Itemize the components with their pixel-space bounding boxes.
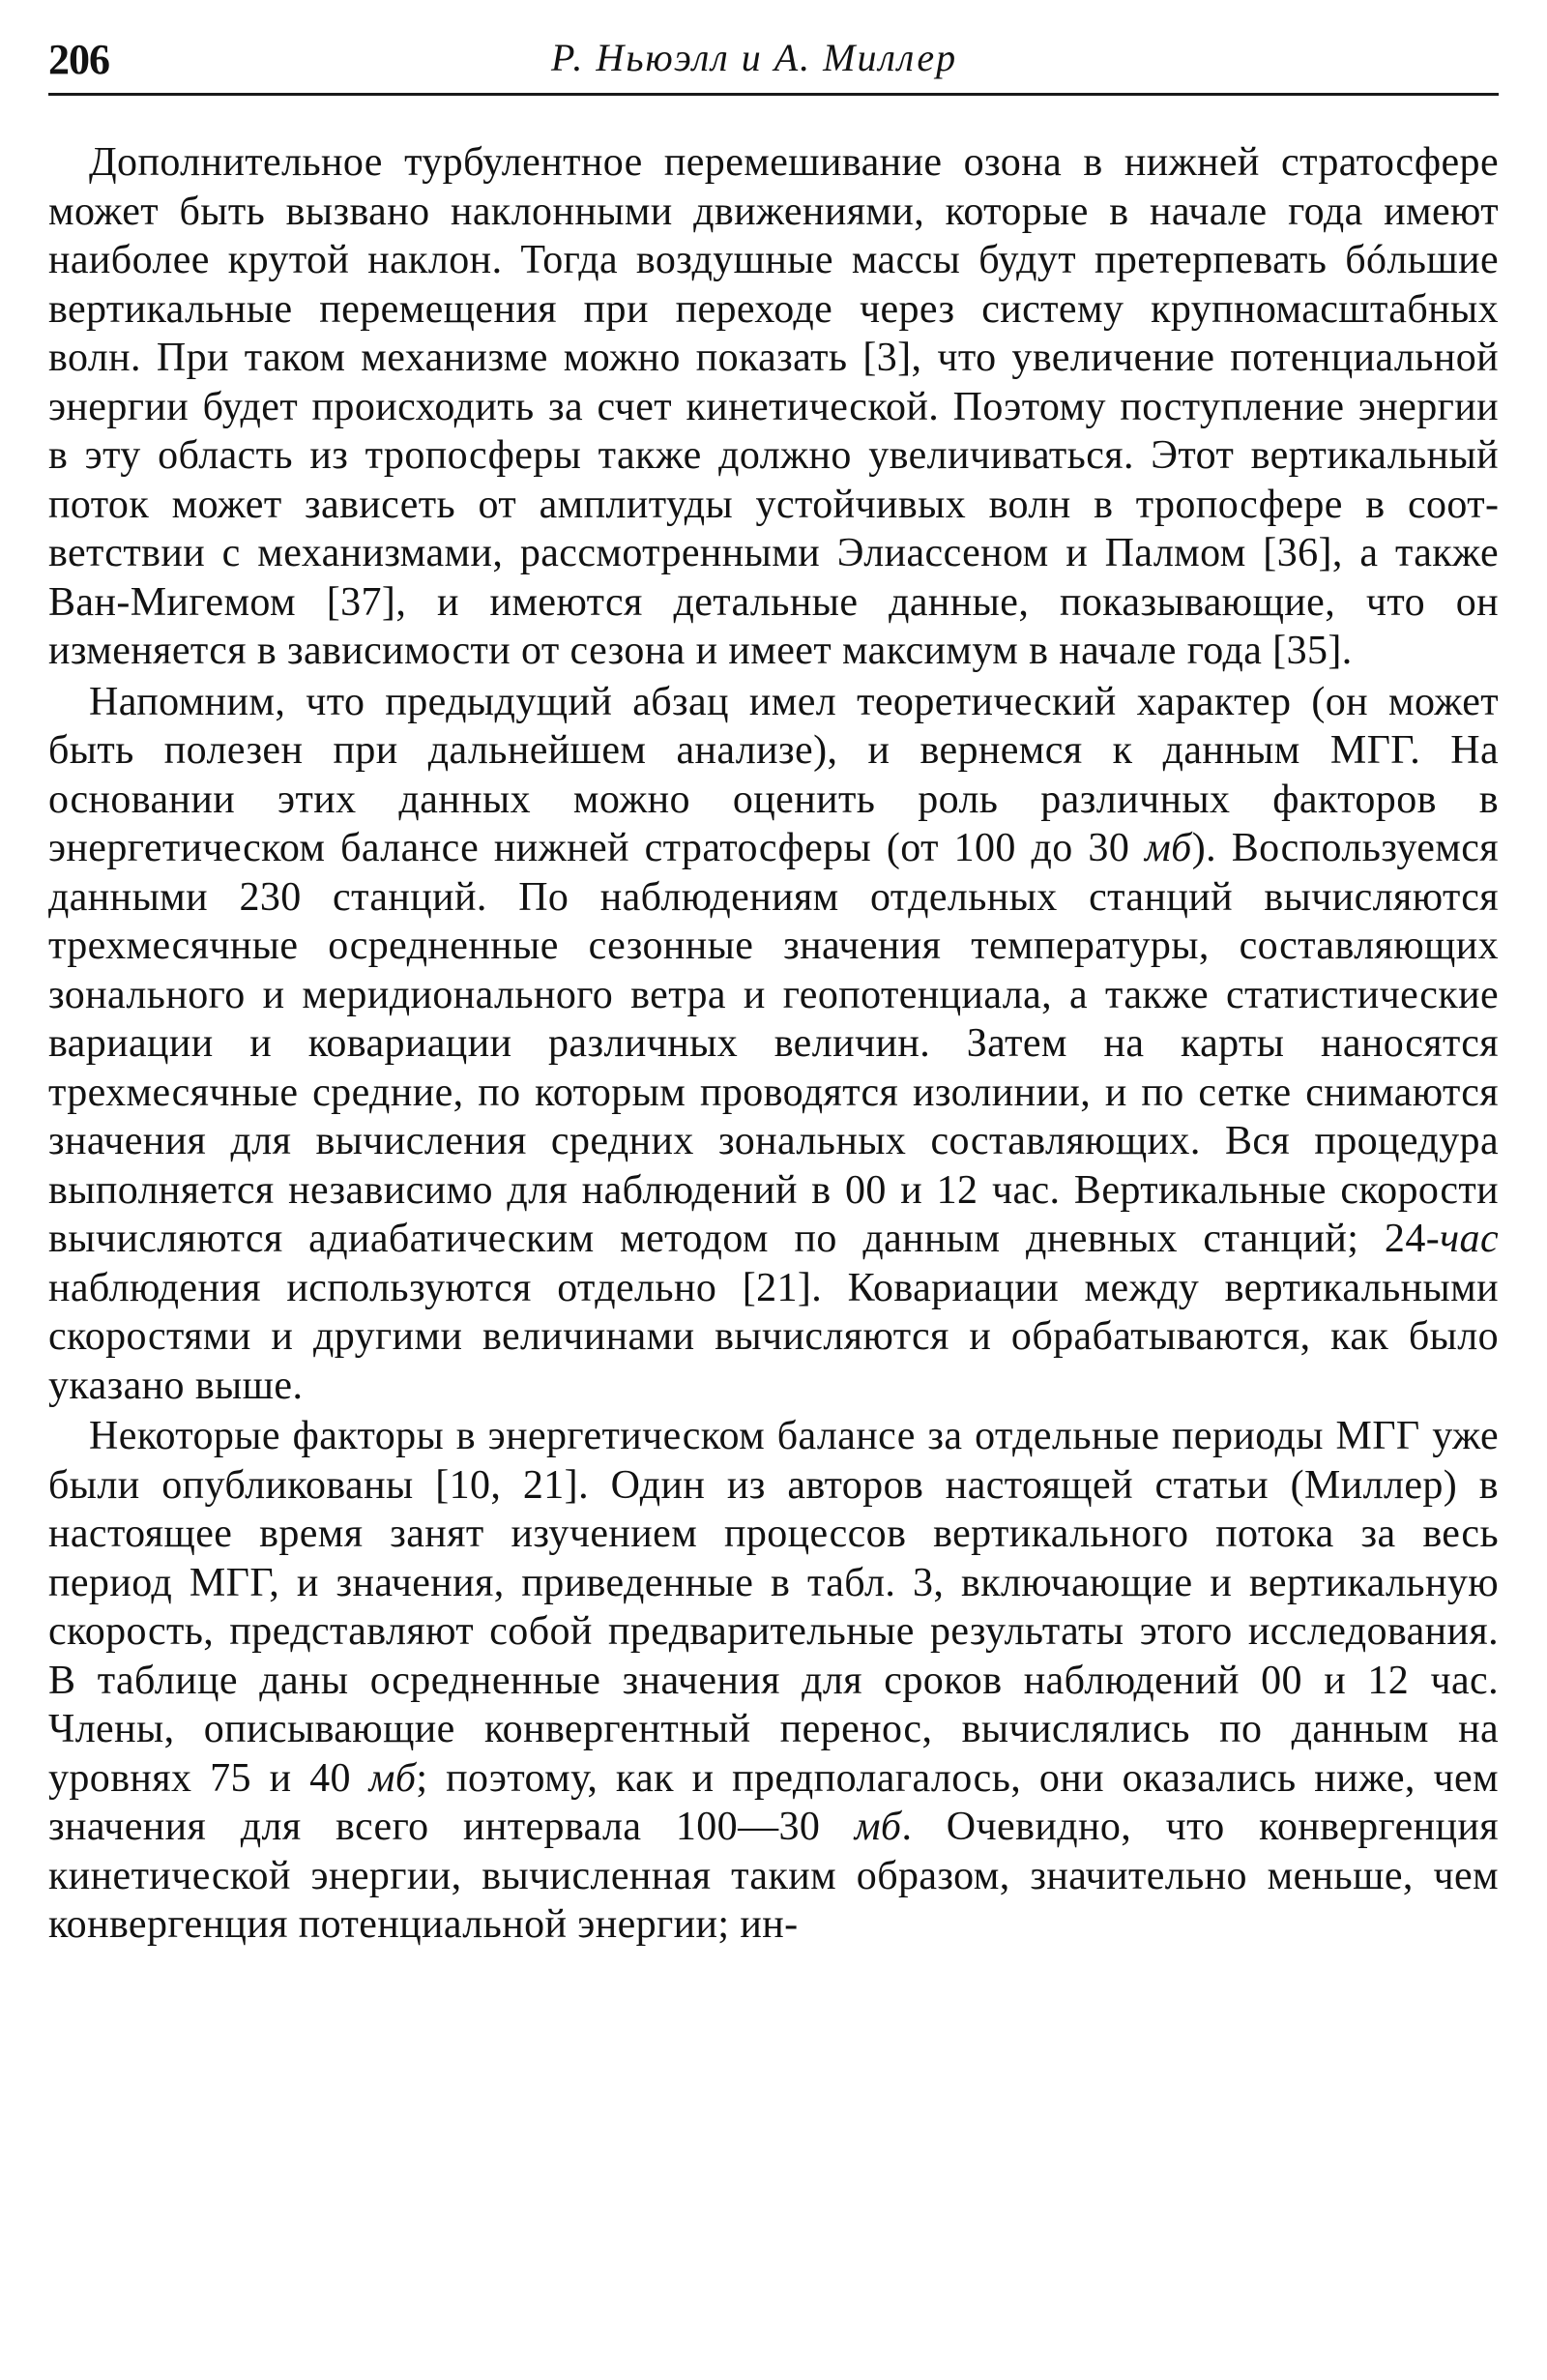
paragraph-2-text-b: ). Воспользуемся данными 230 станций. По наблюдениям отдельных станций вычисляются трехмесячные осредненные сезонные значения температуры, составляющих зонального и меридионального ветра и геопотенциала, а также статистические вариации и ковариации различных величин. Затем на карты наносятся трехмесячные средние, по которым проводятся изолинии, и по сетке снимаются значения для вычисления средних зональных составляющих. Вся процедура выполняется независимо для наблюдений в 00 и 12 час. Вертикальные скорости вычисляются адиабатическим методом по данным дневных станций; 24-: [48, 826, 1499, 1261]
paragraph-3-text-c: . Очевидно, что конвергенция кинетической энергии, вычисленная таким образом, значительно меньше, чем конвергенция потенциальной энергии; ин-: [48, 1805, 1499, 1947]
paragraph-2: [48, 678, 1499, 1411]
unit-mb: мб: [854, 1805, 902, 1849]
unit-mb: мб: [368, 1755, 417, 1801]
running-title: Р. Ньюэлл и А. Миллер: [551, 36, 958, 79]
paragraph-1-text: Дополнительное турбулентное перемешивание озона в нижней стратосфере может быть вызвано наклонными движениями, которые в начале года имеют наиболее крутой наклон. Тогда воздушные массы будут претерпевать бóльшие вертикальные перемещения при переходе через систему крупномасштабных волн. При таком механизме можно показать [3], что увеличение потенциальной энергии будет происходить за счет кинетической. Поэтому поступление энергии в эту область из тропосферы также должно увеличиваться. Этот вертикальный поток может зависеть от амплитуды устойчивых волн в тропосфере в соответствии с механизмами, рассмотренными Элиассеном и Палмом [36], а также Ван-Мигемом [37], и имеются детальные данные, показывающие, что он изменяется в зависимости от сезона и имеет максимум в начале года [35].: [48, 140, 1499, 673]
paragraph-3: [48, 1412, 1499, 1950]
paragraph-3-text-b: ; поэтому, как и предполагалось, они оказались ниже, чем значения для всего интервала 100—30: [48, 1755, 1499, 1849]
paragraph-1: [48, 138, 1499, 676]
paragraph-2-text-a: Напомним, что предыдущий абзац имел теоретический характер (он может быть полезен при дальнейшем анализе), и вернемся к данным МГГ. На основании этих данных можно оценить роль различных факторов в энергетическом балансе нижней стратосферы (от 100 до 30: [48, 679, 1499, 870]
page: [48, 35, 1499, 1950]
running-head: [48, 35, 1499, 85]
paragraph-3-text-a: Некоторые факторы в энергетическом балансе за отдельные периоды МГГ уже были опубликованы [10, 21]. Один из авторов настоящей статьи (Миллер) в настоящее время занят изучением процессов вертикального потока за весь период МГГ, и значения, приведенные в табл. 3, включающие и вертикальную скорость, представляют собой предварительные результаты этого исследования. В таблице даны осредненные значения для сроков наблюдений 00 и 12 час. Члены, описывающие конвергентный перенос, вычислялись по данным на уровнях 75 и 40: [48, 1414, 1499, 1801]
unit-mb: мб: [1144, 826, 1192, 870]
body-text: [48, 138, 1499, 1950]
header-rule: [48, 93, 1499, 96]
unit-hour: час: [1440, 1217, 1499, 1261]
page-number: 206: [48, 36, 109, 83]
paragraph-2-text-c: наблюдения используются отдельно [21]. Ковариации между вертикальными скоростями и другими величинами вычисляются и обрабатываются, как было указано выше.: [48, 1265, 1499, 1408]
